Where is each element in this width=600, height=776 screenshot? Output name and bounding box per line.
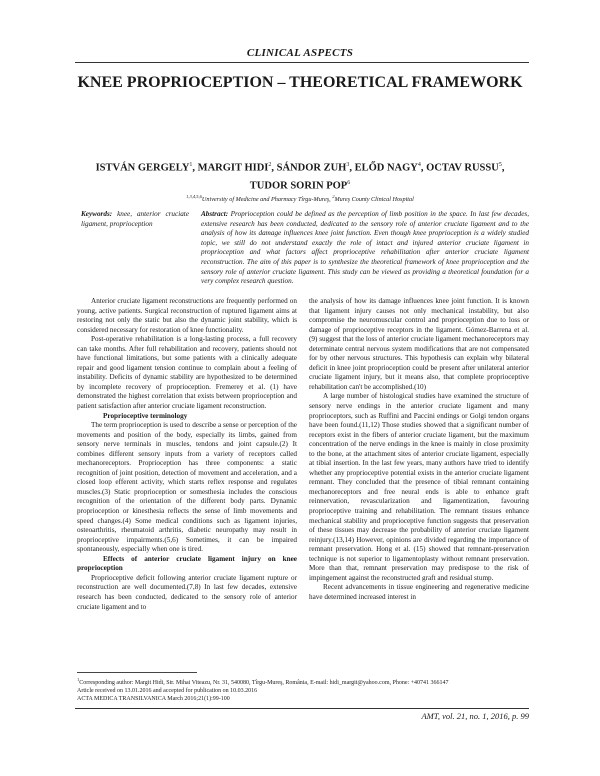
author-name: OCTAV RUSSU — [426, 162, 499, 174]
paragraph: the analysis of how its damage influences knee joint function. It is known that ligament injury causes not only mechanical instability, but also compromise the neuromuscular control and proprioception due to loss or damage of proprioceptive receptors in the ligament. Gómez-Barrena et al. (9) suggest that the loss of anterior cruciate ligament mechanoreceptors may determinate central nervous system modifications that are not compensated for by other nervous structures. This hypothesis can explain why bilateral deficit in knee joint proprioception could be present after unilateral anterior cruciate ligament injury, but it means also, that complete proprioceptive rehabilitation can't be accomplished.(10) — [309, 297, 529, 391]
footer-rule — [75, 708, 529, 709]
affiliation-text: Mureş County Clinical Hospital — [334, 196, 414, 204]
keywords-block — [81, 210, 189, 229]
paragraph: The term proprioception is used to describe a sense or perception of the movements and position of the body, especially its limbs, gained from sensory nerve terminals in muscles, tendons and joint capsule.(2) It combines different sensory inputs from a variety of receptors called mechanoreceptors. Proprioception has three components: a static recognition of joint position, detection of movement and acceleration, and a closed loop efferent activity, which starts reflex response and regulates muscles.(3) Static proprioception or somesthesia includes the conscious recognition of the orientation of the different body parts. Dynamic proprioception or kinesthesia reflects the sense of limb movements and speed changes.(4) Some medical conditions such as ligament injuries, osteoarthritis, rheumatoid arthritis, diabetic neuropathy may result in proprioceptive impairments.(5,6) Sometimes, it can be impaired spontaneously, especially when one is tired. — [77, 421, 297, 554]
paragraph: Proprioceptive deficit following anterior cruciate ligament rupture or reconstruction are well documented.(7,8) In last few decades, extensive research has been conducted, dedicated to the sensory role of anterior cruciate ligament and to — [77, 573, 297, 611]
abstract-label: Abstract: — [201, 210, 229, 218]
footnote-mark: 1 — [77, 677, 80, 682]
section-subheading: Effects of anterior cruciate ligament injury on knee proprioception — [77, 554, 297, 573]
affiliation-text: University of Medicine and Pharmacy Tîrgu-Mureş, — [201, 196, 333, 204]
author-separator: , — [349, 162, 355, 174]
author-affil-mark: 4 — [417, 162, 421, 168]
paragraph: A large number of histological studies have examined the structure of sensory nerve endings in the anterior cruciate ligament and many proprioceptors, such as Ruffini and Paccini endings or Golgi tendon organs have been found.(11,12) Those studies showed that a significant number of receptors exist in the fibers of anterior cruciate ligament, but the maximum concentration of the nerve endings in the knee is mainly in close proximity to the bone, at the attachment sites of anterior cruciate ligament, especially at tibial insertion. In the last few years, many authors have tried to identify whether any proprioceptive potential exists in the anterior cruciate ligament remnant. They concluded that the presence of tibial remnant containing mechanoreceptors and free neural ends is able to enhance graft reinnervation, revascularization and ligamentization, favouring proprioceptive training and rehabilitation. The remnant tissues enhance mechanical stability and proprioceptive function suggests that preservation of these tissues may decrease the probability of anterior cruciate ligament reinjury.(13,14) However, opinions are divided regarding the importance of remnant preservation. Hong et al. (15) showed that remnant-preservation technique is not superior to ligamentoplasty without remnant preservation. More than that, remnant preservation may predispose to the risk of impingement against the reconstructed graft and residual stump. — [309, 392, 529, 582]
abstract-block — [201, 210, 529, 287]
author-name: SÁNDOR ZUH — [276, 162, 347, 174]
footnote-rule — [77, 672, 197, 673]
body-column-left — [77, 297, 297, 612]
author-list — [70, 158, 530, 193]
footnote-corresponding-text: Corresponding author: Margit Hidi, Str. Mihai Viteazu, Nr. 31, 540080, Tîrgu-Mureş, România, E-mail: hidi_margit@yahoo.com, Phone: +40741 366147 — [79, 680, 449, 686]
author-name: ISTVÁN GERGELY — [95, 162, 190, 174]
paragraph: Recent advancements in tissue engineering and regenerative medicine have determined increased interest in — [309, 583, 529, 601]
author-name: TUDOR SORIN POP — [249, 180, 348, 191]
author-affil-mark: 1 — [189, 162, 193, 168]
affiliation-mark: 2 — [332, 194, 335, 199]
section-subheading: Proprioceptive terminology — [103, 411, 188, 420]
article-title: KNEE PROPRIOCEPTION – THEORETICAL FRAMEWORK — [77, 74, 523, 91]
author-affil-mark: 2 — [268, 162, 272, 168]
footnote — [77, 676, 532, 703]
author-affil-mark: 6 — [347, 179, 351, 186]
author-affil-mark: 3 — [346, 162, 350, 168]
author-separator: , — [501, 162, 505, 174]
author-separator: , — [271, 162, 277, 174]
keywords-label: Keywords: — [81, 210, 113, 218]
affiliation-mark: 1,3,4,5,6 — [186, 194, 202, 199]
keywords-text: knee, anterior cruciate ligament, proprioception — [81, 210, 189, 228]
footnote-corresponding — [77, 676, 532, 688]
author-separator: , — [192, 162, 198, 174]
footnote-received: Article received on 13.01.2016 and accepted for publication on 10.03.2016 — [77, 687, 258, 694]
section-heading: CLINICAL ASPECTS — [246, 47, 354, 59]
footnote-citation: ACTA MEDICA TRANSILVANICA March 2016;21(1):99-100 — [77, 695, 230, 702]
header-rule — [75, 62, 529, 63]
journal-footer: AMT, vol. 21, no. 1, 2016, p. 99 — [421, 711, 529, 721]
paragraph: Post-operative rehabilitation is a long-lasting process, a full recovery can take months. After full rehabilitation and recovery, patients should not have functional limitations, but some patients with a clinically adequate repair and good ligament tension continue to complain about a feeling of instability. Deficits of dynamic stability are hypothesized to be determined by incomplete recovery of proprioception. Fremerey et al. (1) have demonstrated the highest correlation that exists between proprioception and patient satisfaction after anterior cruciate ligament reconstruction. — [77, 335, 297, 411]
author-name: MARGIT HIDI — [197, 162, 269, 174]
body-column-right — [309, 297, 529, 603]
author-name: ELŐD NAGY — [354, 162, 418, 174]
paragraph: Anterior cruciate ligament reconstructions are frequently performed on young, active patients. Surgical reconstruction of ruptured ligament aims at restoring not only the static but also the dynamic joint stability, which is considered necessary for restoration of knee functionality. — [77, 297, 297, 334]
abstract-text: Proprioception could be defined as the perception of limb position in the space. In last few decades, extensive research has been conducted, dedicated to the sensory role of anterior cruciate ligament and to the analysis of how its damage influences knee joint function. Even though knee proprioception is a widely studied topic, we still do not understand exactly the role of intact and injured anterior cruciate ligament in proprioception and what factors affect proprioceptive rehabilitation after anterior cruciate ligament reconstruction. The aim of this paper is to synthesize the theoretical framework of knee proprioception and the sensory role of anterior cruciate ligament. This study can be viewed as providing a theoretical foundation for a very complex research question. — [201, 210, 529, 286]
affiliations — [80, 194, 520, 203]
author-affil-mark: 5 — [498, 162, 502, 168]
author-separator: , — [420, 162, 427, 174]
